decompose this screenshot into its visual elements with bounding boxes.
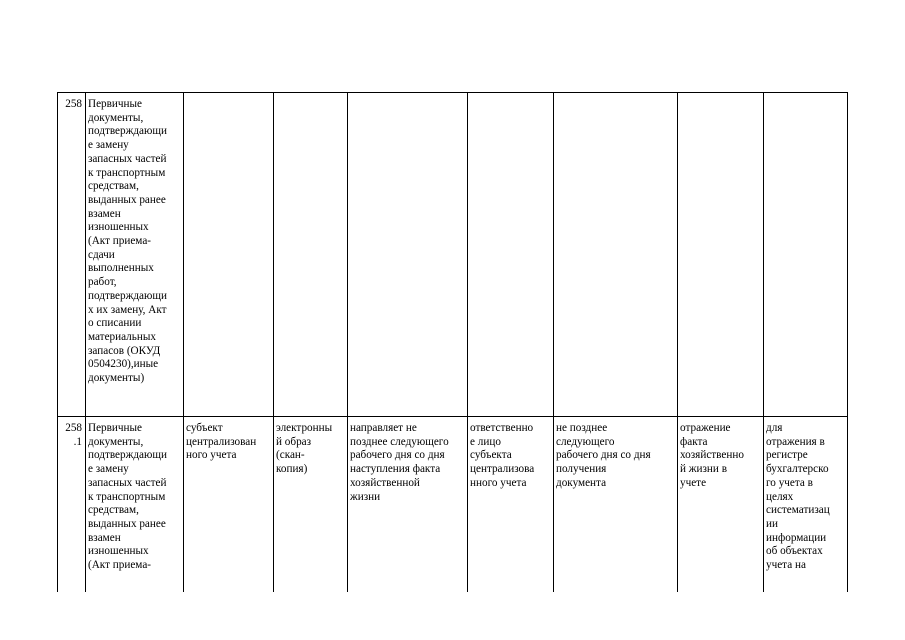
purpose-cell: отражение факта хозяйственно й жизни в учете [678, 417, 764, 593]
document-name-cell: Первичные документы, подтверждающи е замену запасных частей к транспортным средствам, выданных ранее взамен изношенных (Акт приема- [86, 417, 184, 593]
action-cell: направляет не позднее следующего рабочего дня со дня наступления факта хозяйственной жизни [348, 417, 468, 593]
document-form-cell [274, 93, 348, 417]
table-row [58, 93, 848, 417]
responsible-person-cell: ответственно е лицо субъекта централизова нного учета [468, 417, 554, 593]
document-name-cell: Первичные документы, подтверждающи е замену запасных частей к транспортным средствам, выданных ранее взамен изношенных (Акт приема- сдачи выполненных работ, подтверждающи х их замену, Акт о списании материальных запасов (ОКУД 0504230),иные документы) [86, 93, 184, 417]
deadline-cell [554, 93, 678, 417]
responsible-subject-cell [184, 93, 274, 417]
usage-cell [764, 93, 848, 417]
deadline-cell: не позднее следующего рабочего дня со дня получения документа [554, 417, 678, 593]
responsible-subject-cell: субъект централизован ного учета [184, 417, 274, 593]
usage-cell: для отражения в регистре бухгалтерско го учета в целях систематизац ии информации об объектах учета на [764, 417, 848, 593]
table-row [58, 417, 848, 593]
document-form-cell: электронны й образ (скан- копия) [274, 417, 348, 593]
action-cell [348, 93, 468, 417]
row-number-cell: 258 [58, 93, 86, 417]
responsible-person-cell [468, 93, 554, 417]
purpose-cell [678, 93, 764, 417]
document-table [57, 92, 848, 592]
row-number-cell: 258 .1 [58, 417, 86, 593]
